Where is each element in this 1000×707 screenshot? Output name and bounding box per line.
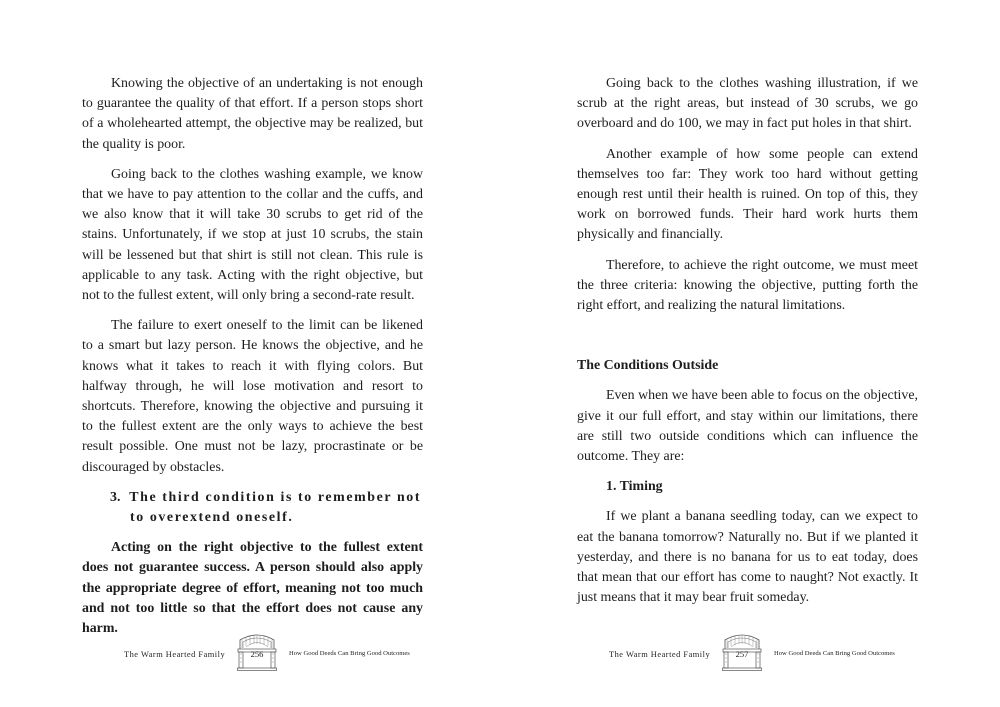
paragraph: Knowing the objective of an undertaking is not enough to guarantee the quality of that effort. If a person stops short of a wholehearted attempt, the objective may be realized, but the quality is poor. [82,76,423,152]
paragraph: Even when we have been able to focus on the objective, give it our full effort, and stay within our limitations, there are still two outside conditions which can influence the outcome. They are: [577,388,918,465]
numbered-condition [82,488,423,528]
paragraph: Therefore, to achieve the right outcome, we must meet the three criteria: knowing the objective, putting forth the right effort, and realizing the natural limitations. [577,257,918,314]
chapter-title: How Good Deeds Can Bring Good Outcomes [774,650,895,657]
book-title: The Warm Hearted Family [124,650,226,659]
chapter-title: How Good Deeds Can Bring Good Outcomes [289,650,410,657]
book-title: The Warm Hearted Family [609,650,711,659]
temple-emblem-icon [722,633,762,671]
section-heading: The Conditions Outside [577,358,719,374]
bold-paragraph: Acting on the right objective to the fullest extent does not guarantee success. A person should also apply the appropriate degree of effort, meaning not too much and not too little so that the effort does not cause any harm. [82,540,423,637]
paragraph: If we plant a banana seedling today, can we expect to eat the banana tomorrow? Naturally no. But if we planted it yesterday, and there is no banana for us to eat today, does that mean that our effort has come to naught? Not exactly. It just means that it may bear fruit someday. [577,509,918,606]
subheading-timing: 1. Timing [606,479,663,495]
paragraph: The failure to exert oneself to the limit can be likened to a smart but lazy person. He knows the objective, and he knows what it takes to reach it with flying colors. But halfway through, he will lose motivation and resort to shortcuts. Therefore, knowing the objective and pursuing it to the fullest extent are the only ways to achieve the best result possible. One must not be lazy, procrastinate or be discouraged by obstacles. [82,318,423,475]
left-page-text [82,74,423,649]
page-footer [500,633,1000,671]
right-page-text [577,74,918,618]
page-footer [0,633,500,671]
paragraph: Going back to the clothes washing illustration, if we scrub at the right areas, but instead of 30 scrubs, we go overboard and do 100, we may in fact put holes in that shirt. [577,76,918,132]
page-number: 257 [735,649,749,659]
condition-text: The third condition is to remember not to overextend oneself. [129,489,422,526]
temple-emblem-icon [237,633,277,671]
page-number: 256 [250,649,264,659]
condition-number: 3. [110,489,121,505]
paragraph: Going back to the clothes washing example, we know that we have to pay attention to the collar and the cuffs, and we also know that it will take 30 scrubs to get rid of the stains. Unfortunately, if we stop at just 10 scrubs, the stain will be lessened but that shirt is still not clean. This rule is applicable to any task. Acting with the right objective, but not to the fullest extent, will only bring a second-rate result. [82,166,423,304]
paragraph: Another example of how some people can extend themselves too far: They work too hard without getting enough rest until their health is ruined. On top of this, they work on borrowed funds. Their hard work hurts them physically and financially. [577,146,918,243]
right-page [500,0,1000,707]
